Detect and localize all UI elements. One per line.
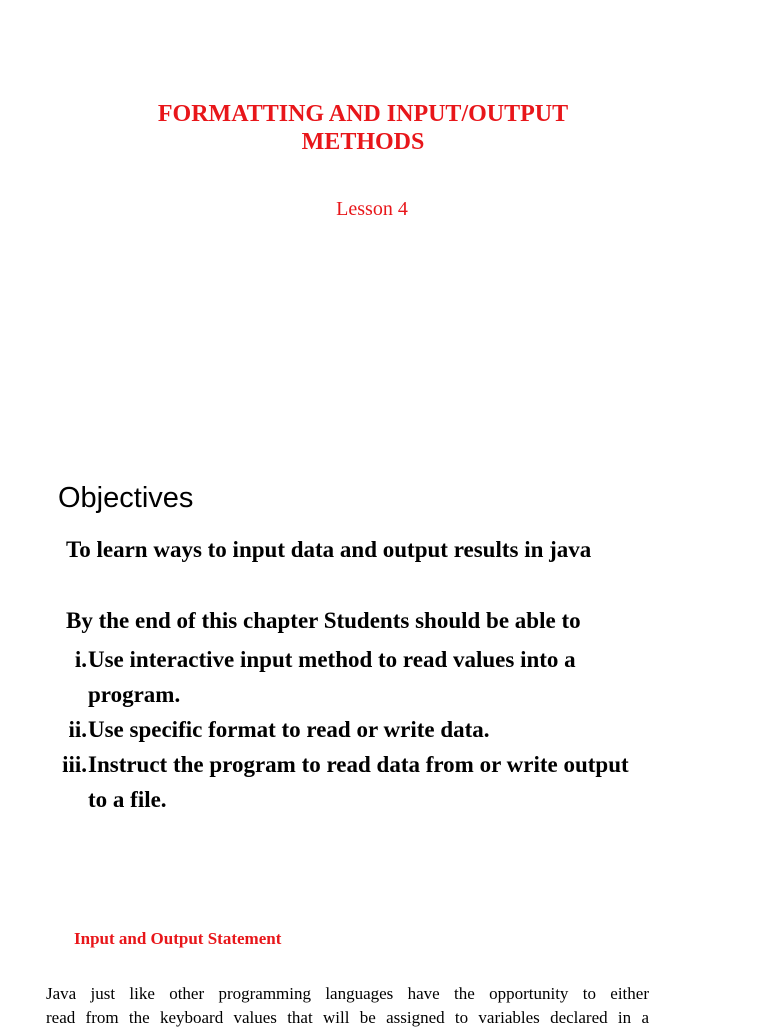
objective-text-line: Instruct the program to read data from or write output [88, 752, 629, 777]
objectives-list [46, 642, 726, 817]
objective-text-line: Use specific format to read or write data. [88, 717, 490, 742]
objective-text [87, 747, 726, 817]
objective-item-3 [46, 747, 726, 817]
objective-text-line: Use interactive input method to read values into a [88, 647, 576, 672]
intro-statement: By the end of this chapter Students should be able to [66, 608, 581, 633]
document-title-line-2: METHODS [301, 129, 425, 155]
objective-text [87, 642, 726, 712]
objective-number: iii. [62, 752, 87, 777]
objective-number: i. [74, 647, 87, 672]
objective-text-line: program. [88, 682, 181, 707]
objective-item-1 [46, 642, 726, 712]
objective-text [87, 712, 726, 747]
objective-number: ii. [68, 717, 87, 742]
objective-text-line: to a file. [88, 787, 167, 812]
objective-item-2 [46, 712, 726, 747]
document-title [0, 100, 726, 156]
learn-statement: To learn ways to input data and output results in java [66, 537, 592, 562]
lesson-label: Lesson 4 [336, 198, 408, 220]
section-heading: Input and Output Statement [74, 929, 282, 948]
objectives-heading: Objectives [58, 482, 194, 514]
paragraph-line-2: read from the keyboard values that will be assigned to variables declared in a [46, 1008, 649, 1027]
document-title-line-1: FORMATTING AND INPUT/OUTPUT [157, 101, 569, 127]
paragraph-line-1: Java just like other programming languages have the opportunity to either [46, 984, 649, 1003]
